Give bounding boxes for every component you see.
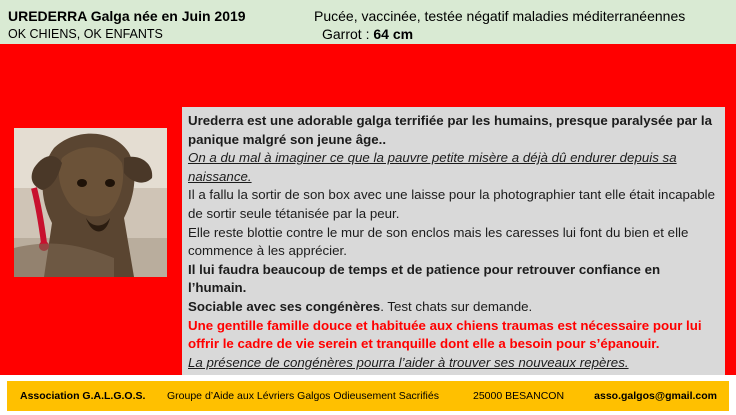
sociable-rest: . Test chats sur demande. bbox=[380, 298, 533, 314]
dog-name: UREDERRA bbox=[8, 8, 87, 24]
description-congeneres: La présence de congénères pourra l’aider à trouver ses nouveaux repères. bbox=[188, 354, 629, 370]
association-city: 25000 BESANCON bbox=[473, 390, 565, 402]
main-panel bbox=[0, 44, 736, 375]
garrot bbox=[322, 26, 413, 42]
description-box bbox=[182, 107, 725, 410]
header-banner bbox=[0, 0, 736, 44]
association-email[interactable]: asso.galgos@gmail.com bbox=[594, 390, 717, 402]
description-box-exit: Il a fallu la sortir de son box avec une laisse pour la photographier tant elle était incapable de sortir seule tétanisée par la peur. bbox=[188, 187, 716, 221]
footer bbox=[0, 375, 736, 415]
description-family: Une gentille famille douce et habituée aux chiens traumas est nécessaire pour lui offrir le cadre de vie serein et tranquille dont elle a besoin pour s’épanouir. bbox=[188, 317, 702, 352]
dog-photo-illustration bbox=[14, 128, 167, 277]
compatibility: OK CHIENS, OK ENFANTS bbox=[8, 27, 163, 41]
dog-photo bbox=[14, 128, 167, 277]
dog-birth: Galga née en Juin 2019 bbox=[86, 8, 246, 24]
dog-title bbox=[8, 8, 246, 24]
garrot-label: Garrot : bbox=[322, 26, 374, 42]
garrot-value: 64 cm bbox=[373, 26, 414, 42]
sociable-label: Sociable avec ses congénères bbox=[188, 298, 381, 314]
health-status: Pucée, vaccinée, testée négatif maladies méditerranéennes bbox=[314, 8, 686, 24]
footer-bar bbox=[7, 381, 729, 411]
description-sad: On a du mal à imaginer ce que la pauvre petite misère a déjà dû endurer depuis sa naissance. bbox=[188, 150, 677, 184]
description-sociable bbox=[188, 298, 719, 317]
association-name: Association G.A.L.G.O.S. bbox=[20, 390, 146, 402]
description-intro: Urederra est une adorable galga terrifiée par les humains, presque paralysée par la panique malgré son jeune âge.. bbox=[188, 113, 712, 147]
description-enclosure: Elle reste blottie contre le mur de son enclos mais les caresses lui font du bien et elle commence à les apprécier. bbox=[188, 224, 689, 259]
association-group: Groupe d’Aide aux Lévriers Galgos Odieusement Sacrifiés bbox=[167, 390, 439, 402]
description-patience: Il lui faudra beaucoup de temps et de patience pour retrouver confiance en l’humain. bbox=[188, 261, 661, 296]
